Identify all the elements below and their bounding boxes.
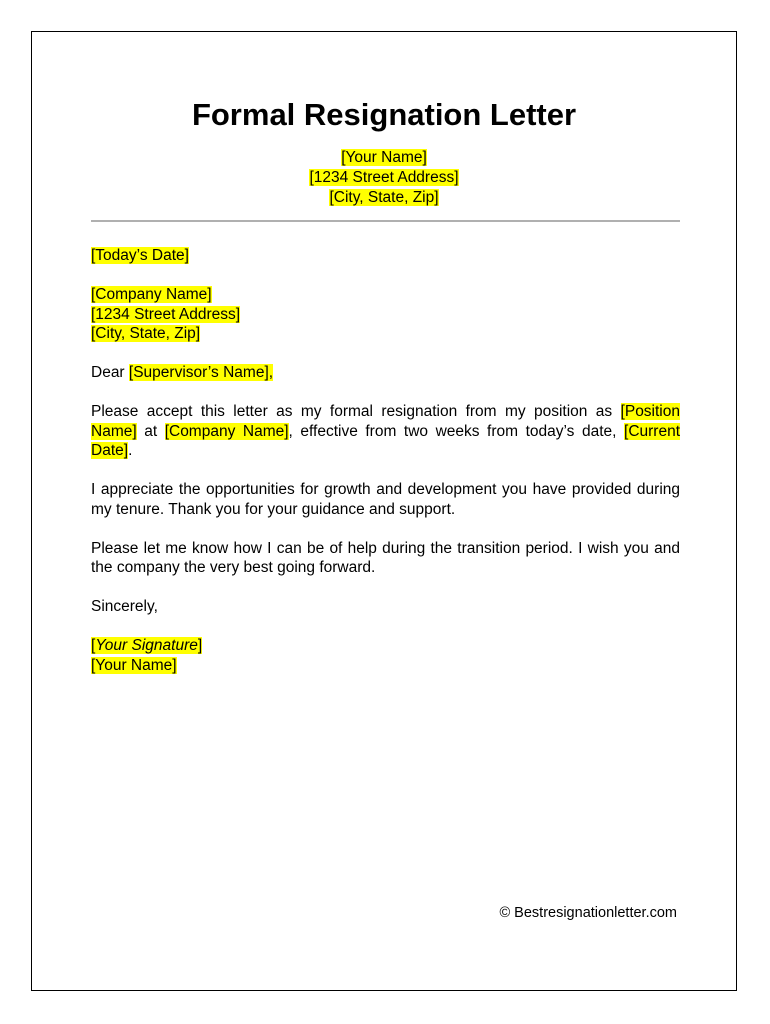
letter-title: Formal Resignation Letter bbox=[191, 97, 577, 132]
signature-text: Your Signature bbox=[95, 637, 198, 654]
recipient-city-line bbox=[91, 324, 680, 344]
salutation bbox=[91, 363, 680, 383]
closing: Sincerely, bbox=[91, 598, 158, 615]
sender-name: [Your Name] bbox=[341, 149, 427, 166]
recipient-company: [Company Name] bbox=[91, 286, 212, 303]
paragraph-text: at bbox=[136, 422, 165, 440]
paragraph-text: , effective from two weeks from today’s date, bbox=[288, 422, 625, 440]
date-placeholder: [Today’s Date] bbox=[91, 247, 189, 264]
paragraph-transition: Please let me know how I can be of help during the transition period. I wish you and the company the very best going forward. bbox=[91, 539, 680, 576]
recipient-company-line bbox=[91, 285, 680, 305]
recipient-street: [1234 Street Address] bbox=[91, 305, 241, 323]
sender-street: [1234 Street Address] bbox=[309, 169, 459, 186]
signer-name-line bbox=[91, 656, 680, 676]
paragraph-resignation bbox=[91, 402, 680, 461]
signer-name: [Your Name] bbox=[91, 656, 177, 674]
paragraph-text: . bbox=[128, 442, 133, 459]
header-divider bbox=[91, 220, 680, 222]
current-date-placeholder: [Current Date] bbox=[91, 422, 681, 459]
company-placeholder: [Company Name] bbox=[164, 422, 289, 440]
sender-block bbox=[32, 148, 736, 208]
position-placeholder: [Position Name] bbox=[91, 403, 680, 440]
sender-city: [City, State, Zip] bbox=[329, 189, 439, 206]
footer-copyright: © Bestresignationletter.com bbox=[499, 905, 677, 921]
date-line bbox=[91, 246, 680, 266]
signature-open-bracket: [ bbox=[91, 637, 96, 654]
letter-body bbox=[91, 246, 680, 675]
paragraph-text: Please accept this letter as my formal resignation from my position as bbox=[91, 403, 621, 420]
salutation-prefix: Dear bbox=[91, 364, 129, 381]
paragraph-appreciation: I appreciate the opportunities for growth and development you have provided during my tenure. Thank you for your guidance and support. bbox=[91, 481, 680, 518]
recipient-street-line bbox=[91, 305, 680, 325]
signature-close-bracket: ] bbox=[197, 637, 203, 654]
supervisor-name: [Supervisor’s Name], bbox=[128, 364, 274, 381]
signature-placeholder bbox=[91, 637, 202, 654]
letter-page bbox=[31, 31, 737, 991]
signature-line bbox=[91, 636, 680, 656]
recipient-city: [City, State, Zip] bbox=[91, 325, 201, 342]
